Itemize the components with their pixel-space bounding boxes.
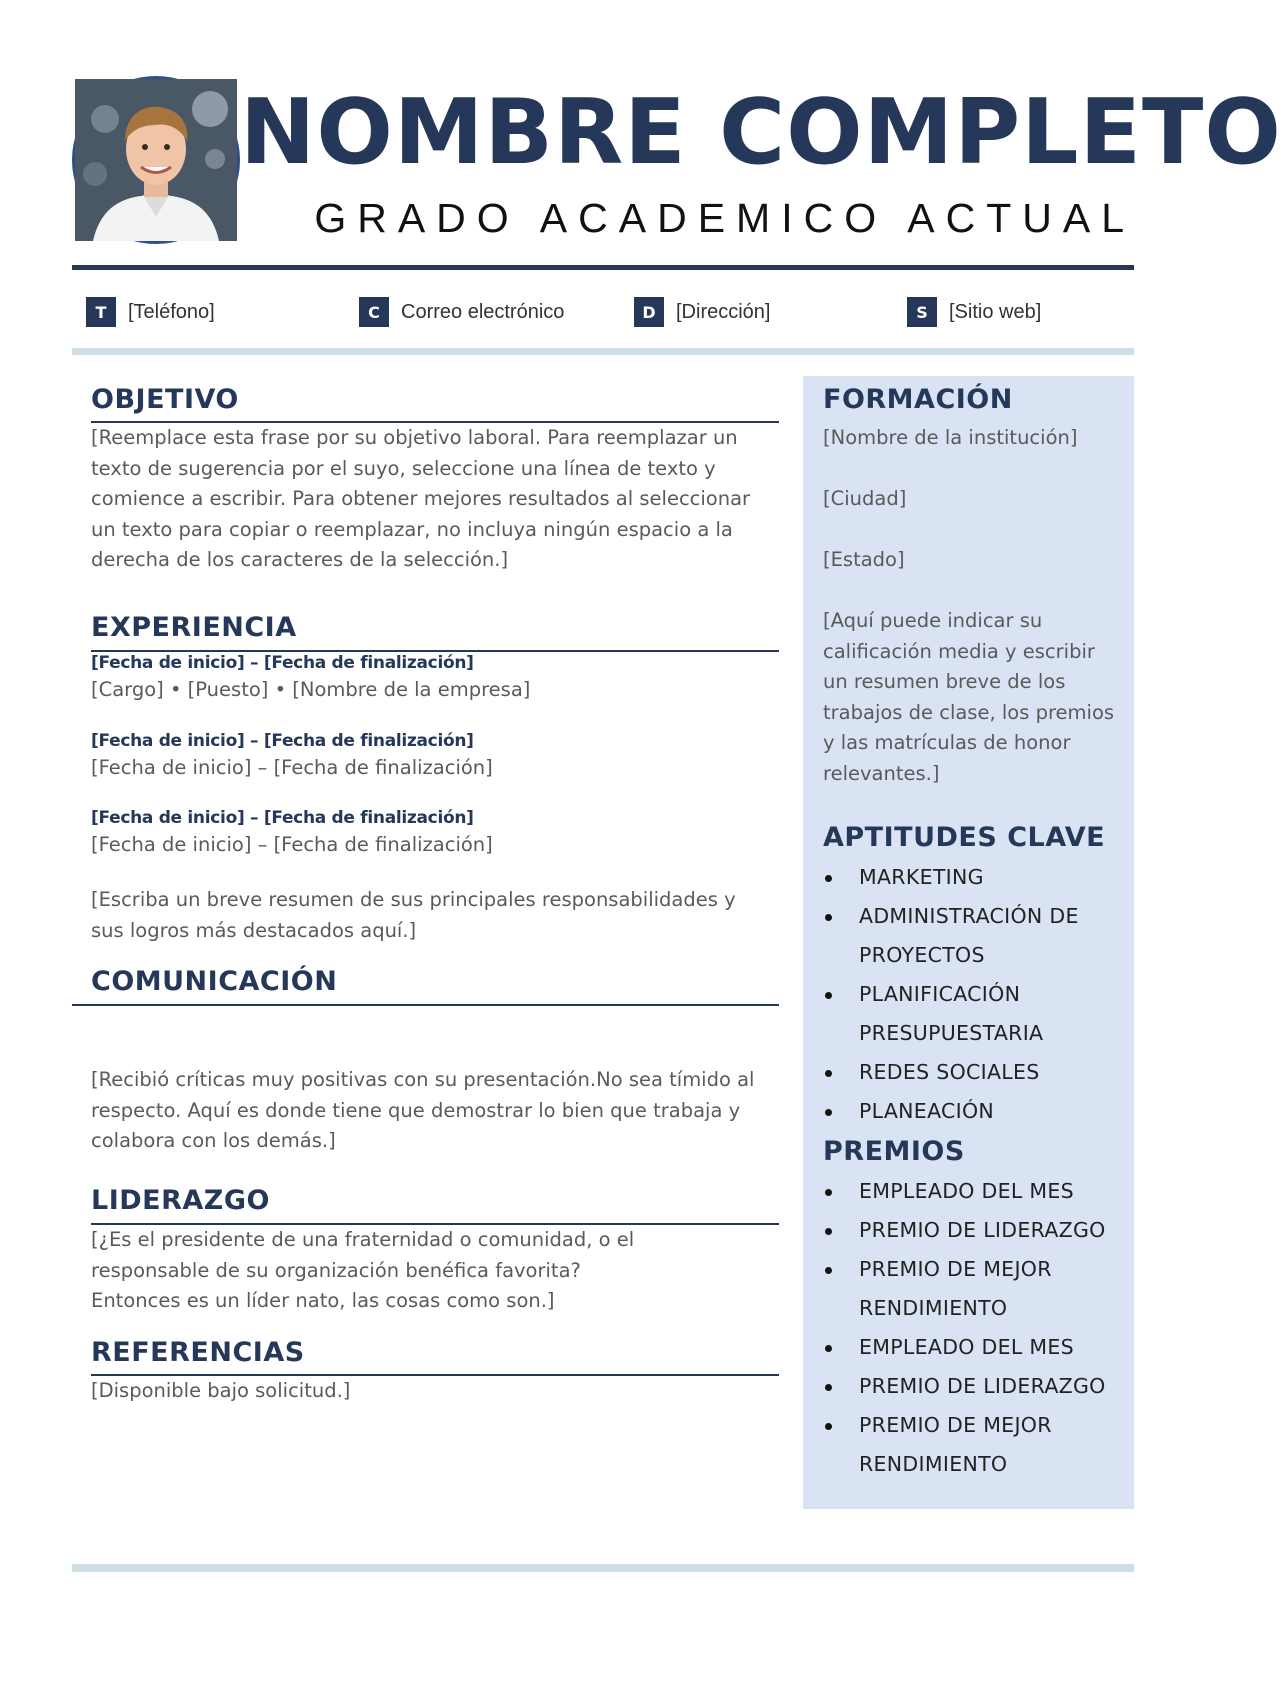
contact-address [634,296,770,328]
experiencia-summary-line: [Escriba un breve resumen de sus principales responsabilidades y [91,888,736,911]
comunicacion-heading: COMUNICACIÓN [91,966,338,997]
aptitude-item-text: PLANEACIÓN [859,1099,995,1123]
objetivo-line: un texto para copiar o reemplazar, no incluya ningún espacio a la [91,517,733,541]
profile-photo [72,76,240,244]
contact-phone-text: [Teléfono] [128,300,215,323]
objetivo-line: texto de sugerencia por el suyo, seleccione una línea de texto y [91,456,716,480]
contact-website-text: [Sitio web] [949,300,1042,323]
liderazgo-body [91,1225,791,1317]
experiencia-entry-detail: [Cargo] • [Puesto] • [Nombre de la empresa] [91,678,531,701]
aptitude-item-text: ADMINISTRACIÓN DE [859,904,1079,928]
premio-item-text: PREMIO DE MEJOR [859,1413,1052,1437]
aptitude-item-text: PLANIFICACIÓN [859,982,1021,1006]
aptitude-item [823,858,1128,897]
aptitude-item [823,897,1128,975]
full-name-title: NOMBRE COMPLETO [240,80,1282,185]
aptitude-item [823,1053,1128,1092]
premio-item-text: PREMIO DE MEJOR [859,1257,1052,1281]
formacion-summary [823,606,1123,789]
premio-item-text: PREMIO DE LIDERAZGO [859,1374,1106,1398]
experiencia-rule [91,650,779,652]
comunicacion-line: respecto. Aquí es donde tiene que demostrar lo bien que trabaja y [91,1098,741,1122]
aptitude-item-text: MARKETING [859,865,984,889]
contact-email [359,296,564,328]
aptitude-item-text: REDES SOCIALES [859,1060,1040,1084]
contact-address-text: [Dirección] [676,300,771,323]
experiencia-entry-detail: [Fecha de inicio] – [Fecha de finalización] [91,833,493,856]
premio-item [823,1328,1128,1367]
experiencia-entry-dates: [Fecha de inicio] – [Fecha de finalización] [91,808,474,828]
premio-item-text: EMPLEADO DEL MES [859,1335,1074,1359]
aptitude-item-text: PRESUPUESTARIA [859,1021,1044,1045]
premio-item-text: EMPLEADO DEL MES [859,1179,1074,1203]
experiencia-summary [91,885,791,946]
comunicacion-body [91,1065,791,1157]
liderazgo-line: [¿Es el presidente de una fraternidad o comunidad, o el [91,1228,635,1251]
contact-divider [72,348,1134,355]
objetivo-body [91,423,791,576]
aptitude-item [823,1092,1128,1131]
footer-divider [72,1564,1134,1572]
aptitude-item-text: PROYECTOS [859,943,985,967]
objetivo-line: derecha de los caracteres de la selección.] [91,548,509,571]
aptitude-item [823,975,1128,1053]
aptitudes-heading: APTITUDES CLAVE [823,822,1106,853]
objetivo-heading: OBJETIVO [91,384,239,415]
person-portrait-icon [75,79,237,241]
formacion-summary-line: relevantes.] [823,761,940,785]
liderazgo-line: Entonces es un líder nato, las cosas como son.] [91,1289,555,1312]
premios-heading: PREMIOS [823,1136,965,1167]
contact-email-text: Correo electrónico [401,300,565,323]
objetivo-line: comience a escribir. Para obtener mejores resultados al seleccionar [91,487,751,510]
formacion-summary-line: [Aquí puede indicar su [823,609,1043,632]
academic-degree-subtitle: GRADO ACADEMICO ACTUAL [314,195,1135,241]
address-badge-icon: D [634,297,664,327]
formacion-institution: [Nombre de la institución] [823,426,1078,449]
phone-badge-icon: T [86,297,116,327]
contact-website [907,296,1041,328]
experiencia-summary-line: sus logros más destacados aquí.] [91,918,417,942]
premio-item [823,1250,1128,1328]
comunicacion-rule [72,1004,779,1006]
experiencia-heading: EXPERIENCIA [91,612,297,643]
premio-item [823,1367,1128,1406]
premio-item [823,1172,1128,1211]
premio-item [823,1406,1128,1484]
comunicacion-line: colabora con los demás.] [91,1129,336,1152]
premio-item-text: RENDIMIENTO [859,1452,1008,1476]
email-badge-icon: C [359,297,389,327]
comunicacion-line: [Recibió críticas muy positivas con su presentación.No sea tímido al [91,1068,755,1091]
aptitudes-list [823,858,1128,1131]
objetivo-line: [Reemplace esta frase por su objetivo laboral. Para reemplazar un [91,426,738,449]
referencias-heading: REFERENCIAS [91,1337,305,1368]
experiencia-entry-dates: [Fecha de inicio] – [Fecha de finalización] [91,731,474,751]
formacion-summary-line: calificación media y escribir [823,639,1095,663]
formacion-state: [Estado] [823,548,905,571]
formacion-summary-line: un resumen breve de los [823,670,1066,693]
formacion-body [823,423,1123,789]
experiencia-entry-detail: [Fecha de inicio] – [Fecha de finalización] [91,756,493,779]
referencias-body [91,1376,791,1407]
contact-phone [86,296,215,328]
formacion-summary-line: y las matrículas de honor [823,731,1071,754]
formacion-heading: FORMACIÓN [823,384,1013,415]
header-divider [72,265,1134,270]
website-badge-icon: S [907,297,937,327]
liderazgo-heading: LIDERAZGO [91,1185,270,1216]
formacion-summary-line: trabajos de clase, los premios [823,700,1115,724]
premio-item-text: RENDIMIENTO [859,1296,1008,1320]
referencias-line: [Disponible bajo solicitud.] [91,1379,351,1402]
premios-list [823,1172,1128,1484]
formacion-city: [Ciudad] [823,487,907,510]
premio-item [823,1211,1128,1250]
experiencia-entry-dates: [Fecha de inicio] – [Fecha de finalización] [91,653,474,673]
liderazgo-line: responsable de su organización benéfica favorita? [91,1258,581,1282]
premio-item-text: PREMIO DE LIDERAZGO [859,1218,1106,1242]
